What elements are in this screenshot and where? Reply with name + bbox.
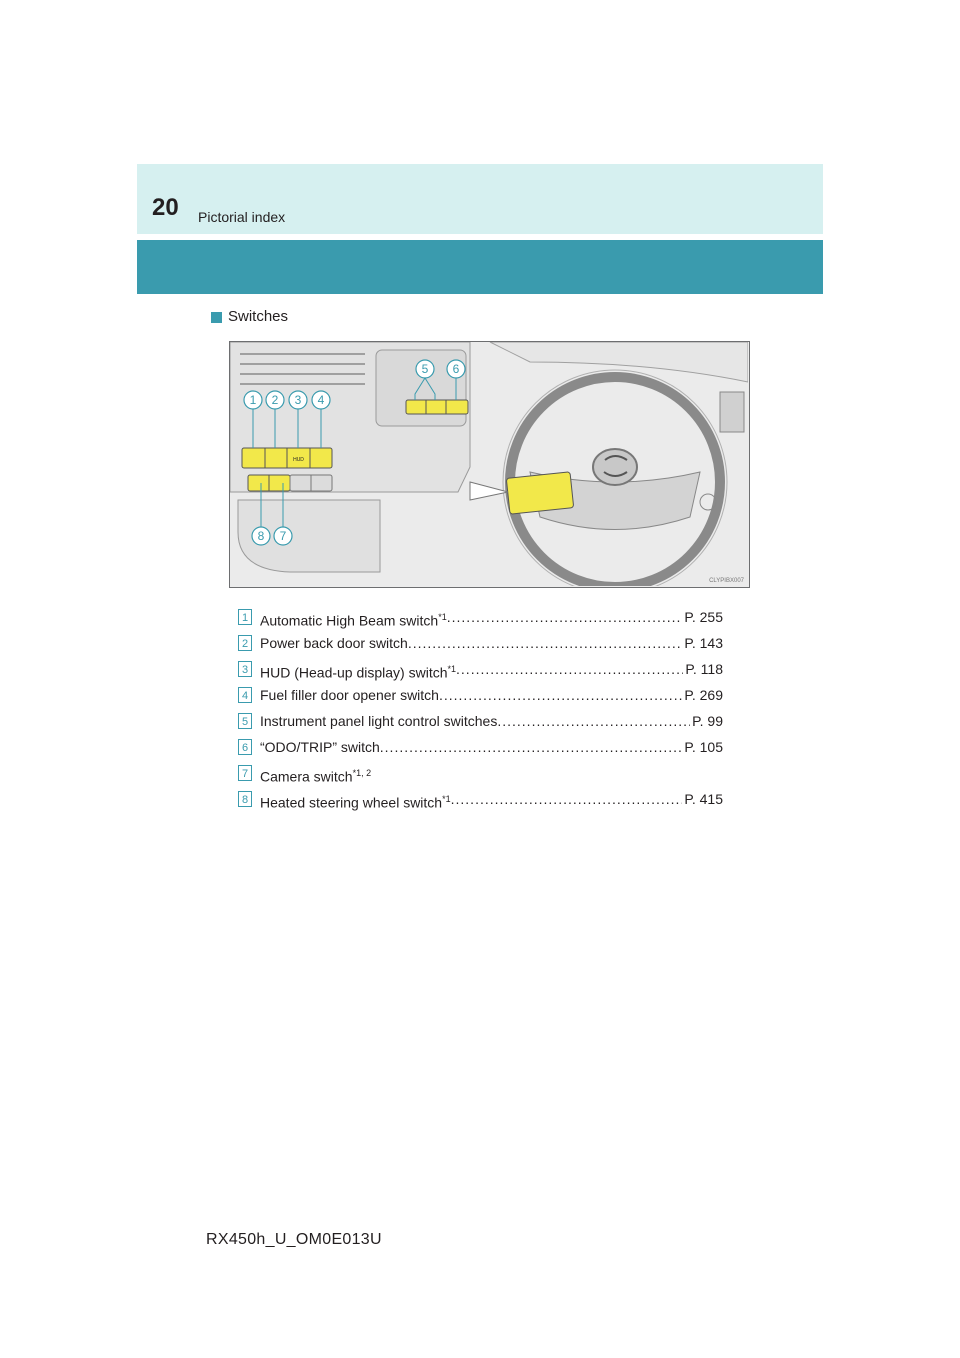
item-number: 5 — [238, 713, 252, 729]
item-number: 4 — [238, 687, 252, 703]
list-item — [238, 660, 723, 686]
list-item — [238, 634, 723, 660]
page-reference: P. 99 — [692, 713, 723, 729]
heading-text: Switches — [228, 308, 289, 325]
manual-code-footer: RX450h_U_OM0E013U — [206, 1231, 382, 1248]
heading-square-icon — [211, 312, 222, 323]
page-reference: P. 105 — [684, 739, 723, 755]
leader-dots — [408, 634, 682, 652]
item-label: “ODO/TRIP” switch — [260, 739, 380, 755]
footnote-mark: *1 — [438, 612, 447, 622]
switch-list — [238, 608, 723, 816]
footnote-mark: *1, 2 — [352, 768, 372, 778]
callout-4: 4 — [317, 393, 325, 407]
figure-code: CLYPIBX007 — [709, 578, 744, 584]
list-item — [238, 608, 723, 634]
switches-heading — [211, 308, 288, 326]
leader-dots — [456, 660, 683, 678]
item-label: Instrument panel light control switches — [260, 713, 498, 729]
switches-illustration — [229, 341, 750, 588]
footnote-mark: *1 — [442, 794, 451, 804]
hud-button-label: HUD — [293, 457, 304, 463]
callout-2: 2 — [271, 393, 279, 407]
leader-dots — [447, 608, 683, 626]
page-reference: P. 255 — [684, 609, 723, 625]
item-number: 7 — [238, 765, 252, 781]
item-number: 3 — [238, 661, 252, 677]
section-title: Pictorial index — [198, 209, 286, 225]
illustration-svg — [230, 342, 748, 586]
footnote-mark: *1 — [447, 664, 457, 674]
item-number: 8 — [238, 791, 252, 807]
list-item — [238, 764, 723, 790]
page-reference: P. 269 — [684, 687, 723, 703]
callout-1: 1 — [249, 393, 257, 407]
item-label: Automatic High Beam switch$^{*1}$ — [260, 612, 447, 629]
callout-3: 3 — [294, 393, 302, 407]
leader-dots — [439, 686, 682, 704]
title-bar — [137, 240, 823, 294]
page-reference: P. 143 — [684, 635, 723, 651]
callout-6: 6 — [452, 362, 460, 376]
leader-dots — [451, 790, 683, 808]
list-item — [238, 790, 723, 816]
item-label: Power back door switch — [260, 635, 408, 651]
item-number: 6 — [238, 739, 252, 755]
leader-dots — [380, 738, 683, 756]
item-label: Fuel filler door opener switch — [260, 687, 439, 703]
item-label: Camera switch$^{*1, 2}$ — [260, 768, 372, 785]
item-number: 2 — [238, 635, 252, 651]
page-reference: P. 118 — [685, 661, 723, 677]
list-item — [238, 738, 723, 764]
leader-dots — [497, 712, 690, 730]
list-item — [238, 712, 723, 738]
item-label: HUD (Head-up display) switch$^{*1}$ — [260, 664, 457, 681]
callout-5: 5 — [421, 362, 429, 376]
page-number: 20 — [152, 194, 179, 221]
item-number: 1 — [238, 609, 252, 625]
callout-8: 8 — [257, 529, 265, 543]
page-reference: P. 415 — [684, 791, 723, 807]
item-label: Heated steering wheel switch$^{*1}$ — [260, 794, 451, 811]
callout-7: 7 — [279, 529, 287, 543]
list-item — [238, 686, 723, 712]
